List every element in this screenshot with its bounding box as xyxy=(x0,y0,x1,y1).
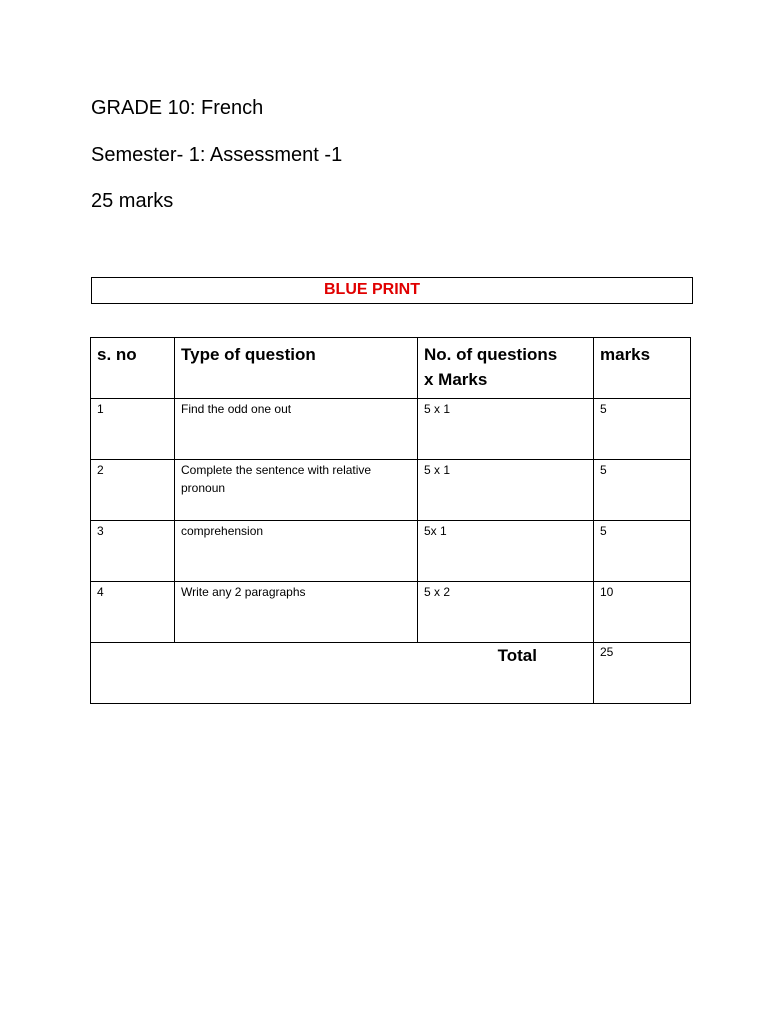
header-marks xyxy=(594,338,691,399)
cell-marks-text: 5 xyxy=(600,402,607,416)
total-value-cell xyxy=(594,643,691,704)
table-row xyxy=(91,521,691,582)
total-label: Total xyxy=(497,646,537,665)
cell-sno-text: 3 xyxy=(97,524,104,538)
cell-sno-text: 2 xyxy=(97,463,104,477)
cell-type xyxy=(175,399,418,460)
cell-count-text: 5 x 1 xyxy=(424,463,451,477)
cell-type-text: Complete the sentence with relative pronoun xyxy=(181,463,372,495)
table-row xyxy=(91,460,691,521)
table-header-row xyxy=(91,338,691,399)
cell-type xyxy=(175,460,418,521)
cell-count-text: 5 x 1 xyxy=(424,402,451,416)
total-value: 25 xyxy=(600,645,614,659)
cell-type-text: Write any 2 paragraphs xyxy=(181,585,306,599)
cell-sno-text: 4 xyxy=(97,585,104,599)
cell-sno xyxy=(91,460,175,521)
table-row xyxy=(91,582,691,643)
cell-marks-text: 5 xyxy=(600,463,607,477)
cell-count xyxy=(418,460,594,521)
header-count-line1: No. of questions xyxy=(424,345,558,364)
cell-marks xyxy=(594,399,691,460)
cell-sno xyxy=(91,399,175,460)
header-count-line2: x Marks xyxy=(424,370,488,389)
cell-marks xyxy=(594,582,691,643)
cell-marks xyxy=(594,460,691,521)
cell-type xyxy=(175,582,418,643)
blueprint-table xyxy=(90,337,691,704)
cell-count xyxy=(418,582,594,643)
cell-count xyxy=(418,521,594,582)
cell-marks-text: 5 xyxy=(600,524,607,538)
cell-marks xyxy=(594,521,691,582)
blueprint-title-box xyxy=(91,277,693,304)
total-row xyxy=(91,643,691,704)
header-type xyxy=(175,338,418,399)
header-type-text: Type of question xyxy=(181,345,316,364)
header-count xyxy=(418,338,594,399)
grade-heading: GRADE 10: French xyxy=(91,97,264,119)
cell-sno-text: 1 xyxy=(97,402,104,416)
total-marks-heading: 25 marks xyxy=(91,190,174,212)
semester-heading: Semester- 1: Assessment -1 xyxy=(91,144,343,166)
cell-count xyxy=(418,399,594,460)
header-sno-text: s. no xyxy=(97,345,137,364)
header-marks-text: marks xyxy=(600,345,651,364)
cell-count-text: 5x 1 xyxy=(424,524,447,538)
cell-type-text: comprehension xyxy=(181,524,264,538)
blueprint-title: BLUE PRINT xyxy=(324,281,420,298)
cell-sno xyxy=(91,521,175,582)
cell-sno xyxy=(91,582,175,643)
cell-marks-text: 10 xyxy=(600,585,614,599)
table-row xyxy=(91,399,691,460)
header-sno xyxy=(91,338,175,399)
total-label-cell xyxy=(91,643,594,704)
cell-type-text: Find the odd one out xyxy=(181,402,292,416)
cell-type xyxy=(175,521,418,582)
cell-count-text: 5 x 2 xyxy=(424,585,451,599)
